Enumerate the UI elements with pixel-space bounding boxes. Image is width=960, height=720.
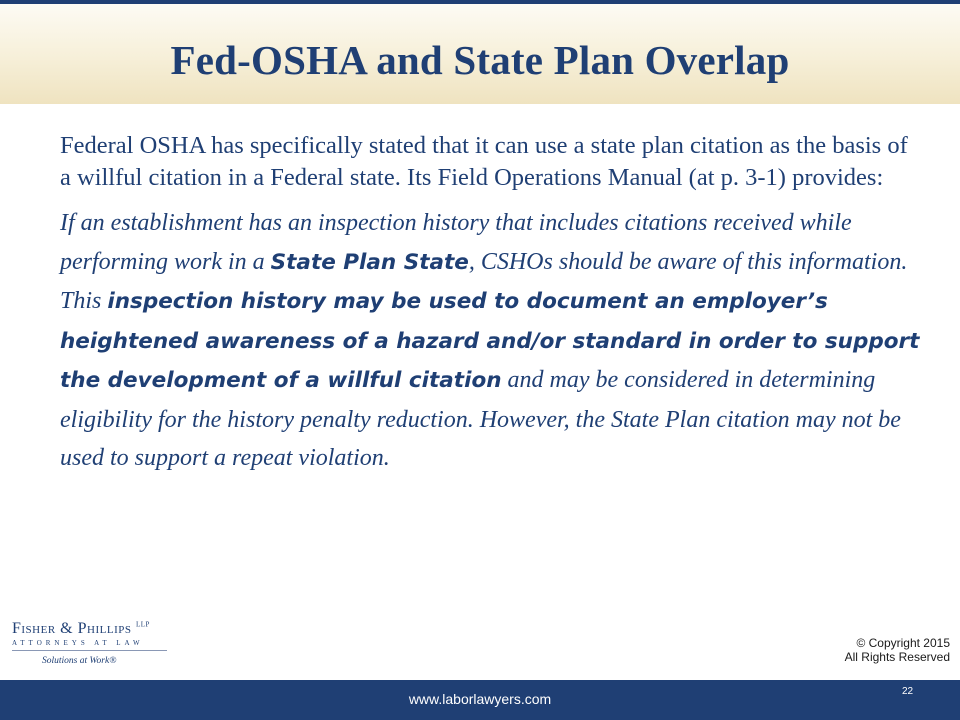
footer-bar [0, 680, 960, 720]
quoted-manual-text [60, 204, 920, 478]
copyright-line-2: All Rights Reserved [844, 650, 950, 664]
logo-divider [12, 650, 167, 651]
logo-llp: LLP [135, 620, 150, 629]
quote-emphasis-history: inspection history may be used to document an employer’s heightened awareness of a hazard and/or standard in order to support the development of a willful citation [60, 289, 920, 393]
logo-name-text: Fisher & Phillips [12, 620, 132, 637]
slide-content [60, 130, 920, 478]
logo-tagline: Solutions at Work® [42, 656, 117, 666]
copyright-line-1: © Copyright 2015 [856, 636, 950, 650]
quote-emphasis-state-plan: State Plan State [270, 249, 469, 275]
quote-text-2: , CSHOs should be aware of this information. This [60, 248, 908, 314]
quote-text-3: and may be considered in determining eligibility for the history penalty reduction. However, the State Plan citation may not be used to support a repeat violation. [60, 367, 901, 471]
slide-title: Fed-OSHA and State Plan Overlap [170, 37, 790, 83]
logo-subtitle: ATTORNEYS AT LAW [12, 639, 144, 647]
lead-paragraph: Federal OSHA has specifically stated that it can use a state plan citation as the basis of a willful citation in a Federal state. Its Field Operations Manual (at p. 3-1) provides: [60, 132, 908, 191]
footer-url[interactable]: www.laborlawyers.com [408, 691, 552, 707]
quote-text-1: If an establishment has an inspection history that includes citations received while performing work in a [60, 210, 852, 275]
logo-name [12, 620, 182, 638]
copyright-notice [845, 636, 950, 664]
page-number: 22 [902, 686, 914, 697]
firm-logo [12, 620, 182, 680]
